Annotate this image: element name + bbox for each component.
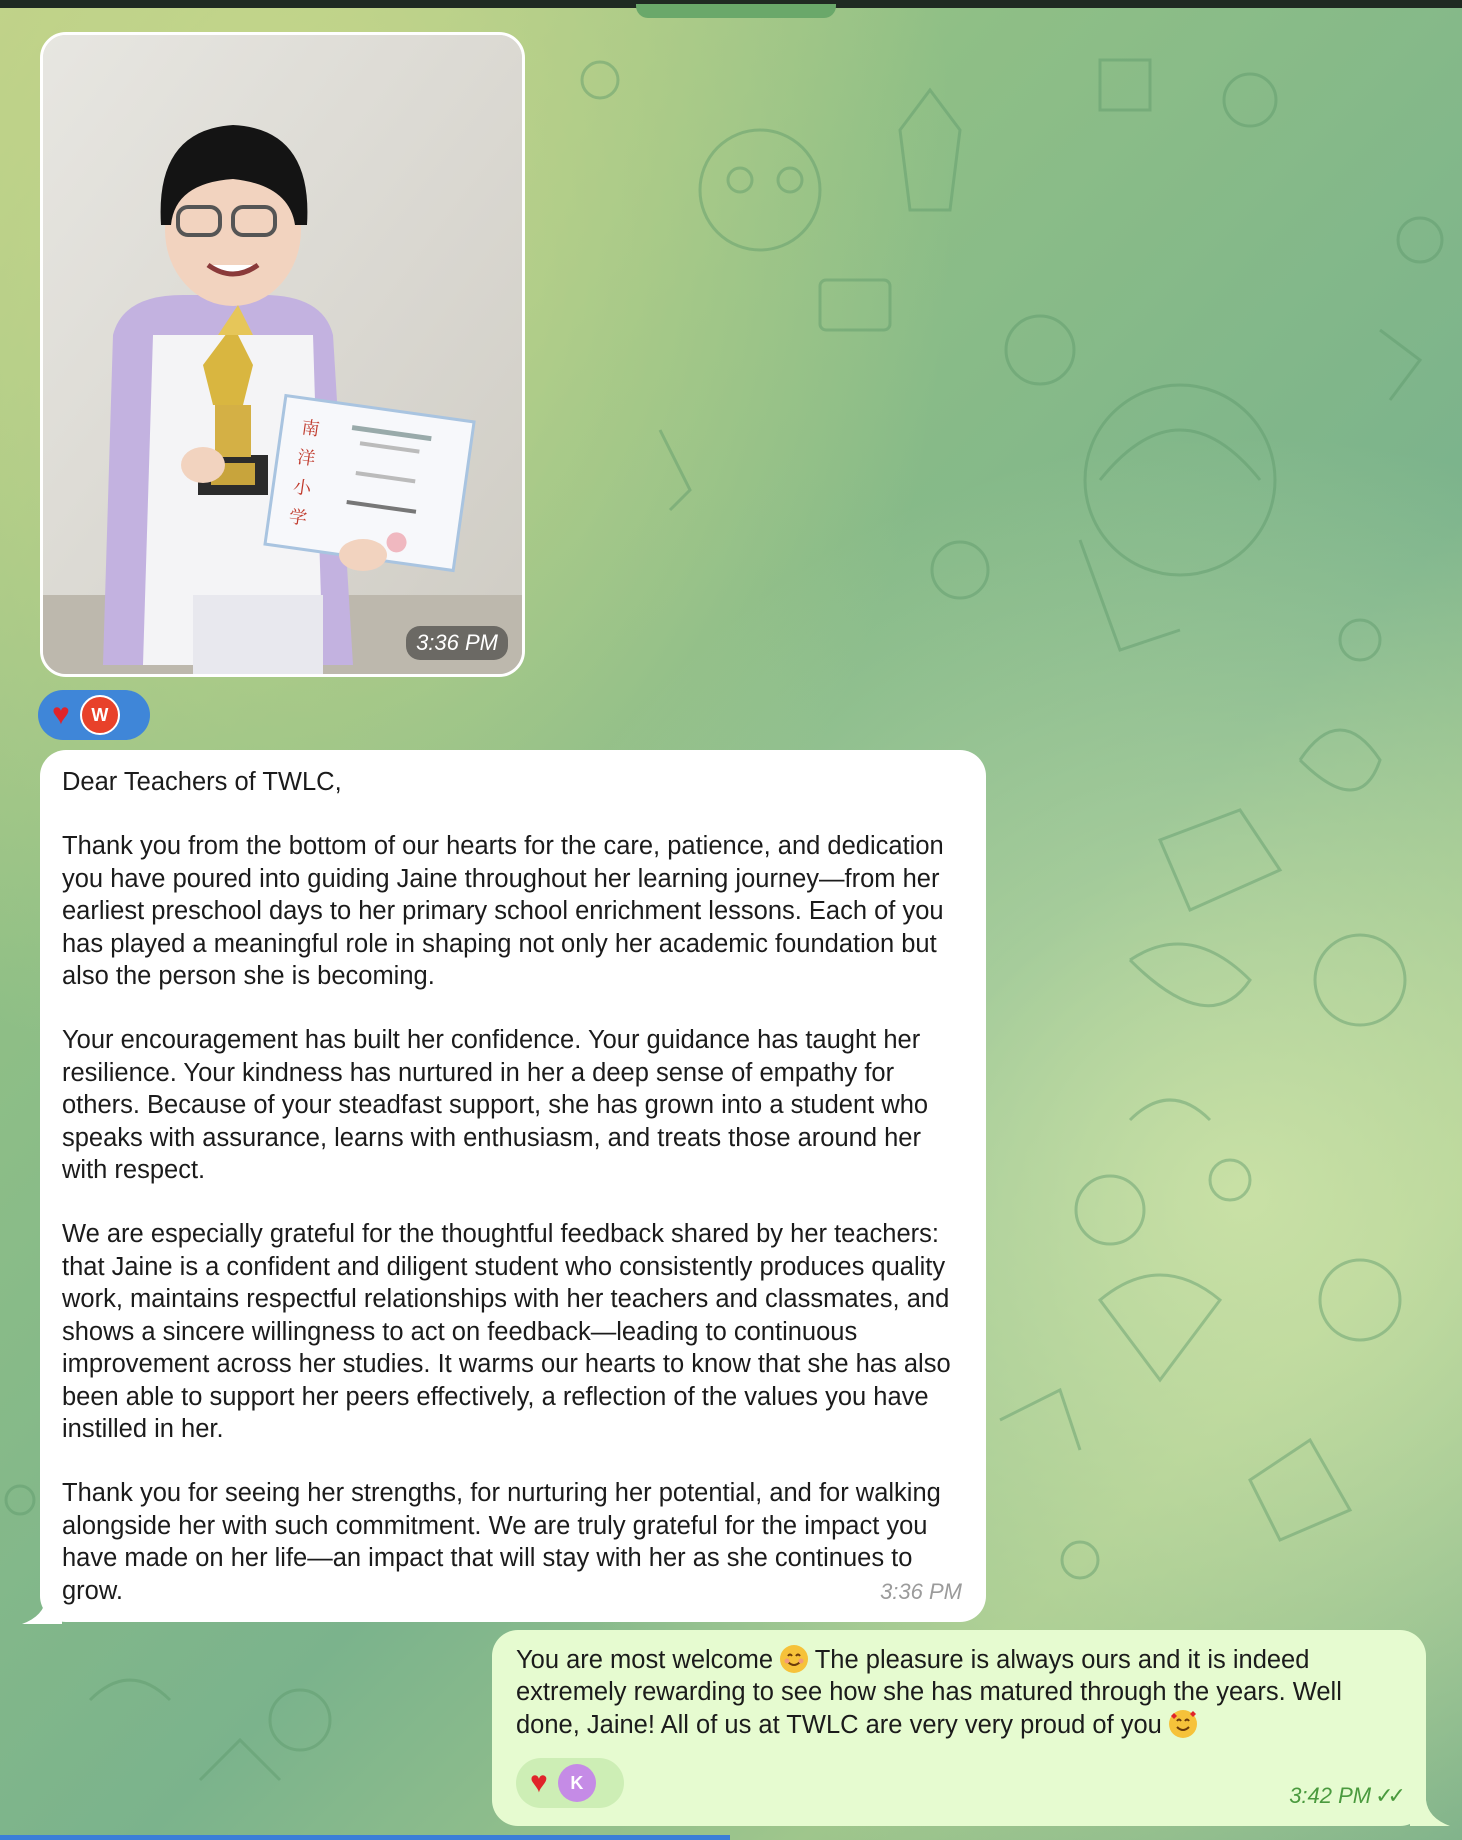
message-text: You are most welcome: [516, 1646, 781, 1674]
heart-icon: ♥: [52, 698, 70, 731]
message-text: The pleasure is always ours and it is indeed extremely rewarding to see how she has matured through the years. Well done, Jaine! All of us at TWLC are very very proud of you: [516, 1646, 1342, 1739]
bubble-tail-icon: [22, 1598, 62, 1624]
photo-message[interactable]: [40, 32, 525, 677]
message-paragraph: Thank you from the bottom of our hearts for the care, patience, and dedication you have poured into guiding Jaine throughout her learning journey—from her earliest preschool days to her primary school enrichment lessons. Each of you has played a meaningful role in shaping not only her academic foundation but also the person she is becoming.: [62, 832, 944, 991]
photo-timestamp: 3:36 PM: [406, 626, 508, 660]
smiling-face-emoji-icon: [780, 1645, 808, 1673]
smiling-face-with-hearts-emoji-icon: [1169, 1710, 1197, 1738]
reactor-avatar: W: [80, 695, 120, 735]
message-paragraph: Dear Teachers of TWLC,: [62, 768, 342, 796]
message-paragraph: We are especially grateful for the thoughtful feedback shared by her teachers: that Jaine is a confident and diligent student who consistently produces quality work, maintains respectful relationships with her teachers and classmates, and shows a sincere willingness to act on feedback—leading to continuous improvement across her studies. It warms our hearts to know that she has also been able to support her peers effectively, a reflection of the values you have instilled in her.: [62, 1220, 951, 1443]
reactor-avatar: K: [558, 1764, 596, 1802]
bubble-tail-icon: [1410, 1800, 1450, 1826]
svg-text:洋: 洋: [295, 446, 317, 471]
message-time-text: 3:42 PM: [1289, 1782, 1372, 1808]
incoming-message[interactable]: [40, 750, 986, 1622]
photo-reactions[interactable]: [38, 690, 150, 740]
svg-text:小: 小: [291, 476, 313, 500]
scroll-progress-bar: [0, 1835, 730, 1840]
message-timestamp: [1289, 1780, 1400, 1812]
double-check-read-icon: ✓✓: [1375, 1782, 1400, 1808]
heart-icon: ♥: [530, 1766, 548, 1799]
message-timestamp: 3:36 PM: [880, 1578, 962, 1604]
svg-text:学: 学: [287, 506, 309, 530]
message-paragraph: Your encouragement has built her confidence. Your guidance has taught her resilience. Your kindness has nurtured in her a deep sense of empathy for others. Because of your steadfast support, she has grown into a student who speaks with assurance, learns with enthusiasm, and treats those around her with respect.: [62, 1026, 929, 1185]
message-reactions[interactable]: [516, 1758, 624, 1808]
svg-text:南: 南: [300, 417, 321, 441]
child-with-trophy-photo: [43, 35, 522, 674]
message-paragraph: Thank you for seeing her strengths, for nurturing her potential, and for walking alongside her with such commitment. We are truly grateful for the impact you have made on her life—an impact that will stay with her as she continues to grow.: [62, 1479, 941, 1605]
outgoing-message[interactable]: [492, 1630, 1426, 1826]
